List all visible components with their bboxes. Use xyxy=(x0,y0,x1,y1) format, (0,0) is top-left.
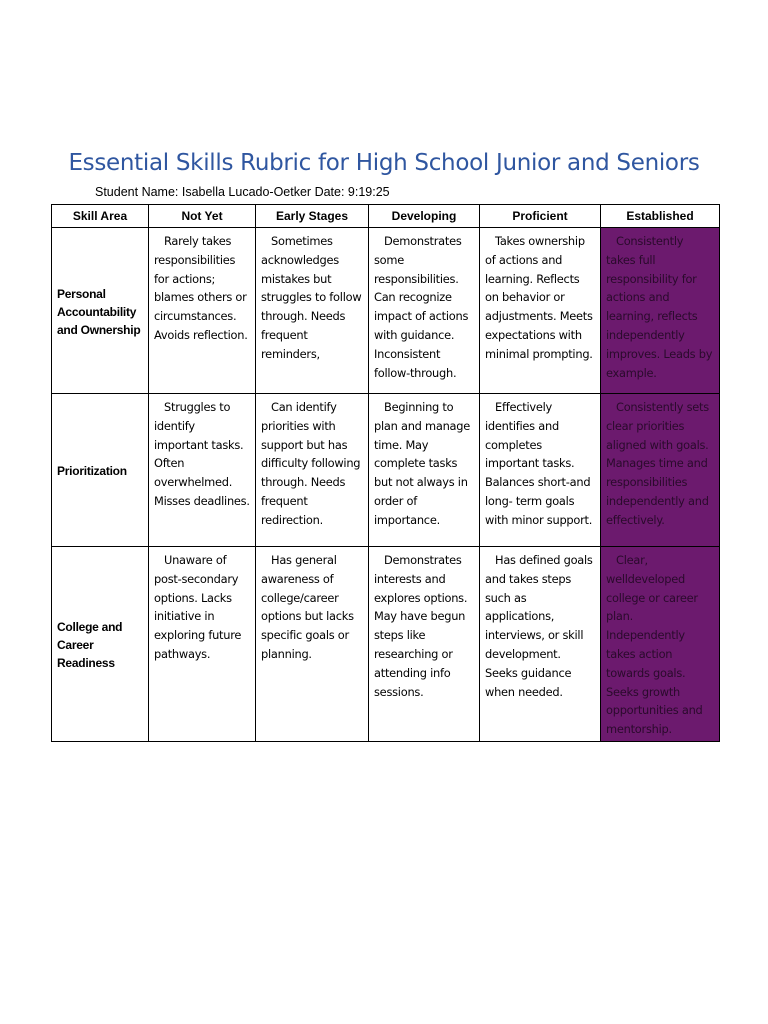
header-developing: Developing xyxy=(369,205,480,228)
table-row xyxy=(52,394,720,547)
cell-early-stages: Can identify priorities with support but has difficulty following through. Needs frequent redirection. xyxy=(256,394,369,547)
skill-area-cell: Personal Accountability and Ownership xyxy=(52,228,149,394)
cell-established: Consistently takes full responsibility for actions and learning, reflects independently improves. Leads by example. xyxy=(601,228,720,394)
cell-early-stages: Sometimes acknowledges mistakes but struggles to follow through. Needs frequent reminders, xyxy=(256,228,369,394)
cell-proficient: Effectively identifies and completes important tasks. Balances short-and long- term goals with minor support. xyxy=(480,394,601,547)
student-info: Student Name: Isabella Lucado-Oetker Date: 9:19:25 xyxy=(95,185,390,199)
cell-developing: Demonstrates interests and explores options. May have begun steps like researching or attending info sessions. xyxy=(369,547,480,742)
header-early-stages: Early Stages xyxy=(256,205,369,228)
cell-established: Clear, welldeveloped college or career plan. Independently takes action towards goals. Seeks growth opportunities and mentorship. xyxy=(601,547,720,742)
cell-not-yet: Unaware of post-secondary options. Lacks initiative in exploring future pathways. xyxy=(149,547,256,742)
header-established: Established xyxy=(601,205,720,228)
skill-area-cell: Prioritization xyxy=(52,394,149,547)
cell-proficient: Has defined goals and takes steps such as applications, interviews, or skill development. Seeks guidance when needed. xyxy=(480,547,601,742)
table-row xyxy=(52,547,720,742)
cell-developing: Beginning to plan and manage time. May complete tasks but not always in order of importance. xyxy=(369,394,480,547)
rubric-table xyxy=(51,204,720,742)
skill-area-cell: College and Career Readiness xyxy=(52,547,149,742)
cell-not-yet: Struggles to identify important tasks. Often overwhelmed. Misses deadlines. xyxy=(149,394,256,547)
cell-proficient: Takes ownership of actions and learning. Reflects on behavior or adjustments. Meets expectations with minimal prompting. xyxy=(480,228,601,394)
cell-not-yet: Rarely takes responsibilities for actions; blames others or circumstances. Avoids reflection. xyxy=(149,228,256,394)
header-proficient: Proficient xyxy=(480,205,601,228)
header-skill-area: Skill Area xyxy=(52,205,149,228)
table-row xyxy=(52,228,720,394)
cell-early-stages: Has general awareness of college/career options but lacks specific goals or planning. xyxy=(256,547,369,742)
header-not-yet: Not Yet xyxy=(149,205,256,228)
cell-established: Consistently sets clear priorities aligned with goals. Manages time and responsibilities independently and effectively. xyxy=(601,394,720,547)
cell-developing: Demonstrates some responsibilities. Can recognize impact of actions with guidance. Inconsistent follow-through. xyxy=(369,228,480,394)
page-title: Essential Skills Rubric for High School Junior and Seniors xyxy=(68,150,700,176)
header-row xyxy=(52,205,720,228)
